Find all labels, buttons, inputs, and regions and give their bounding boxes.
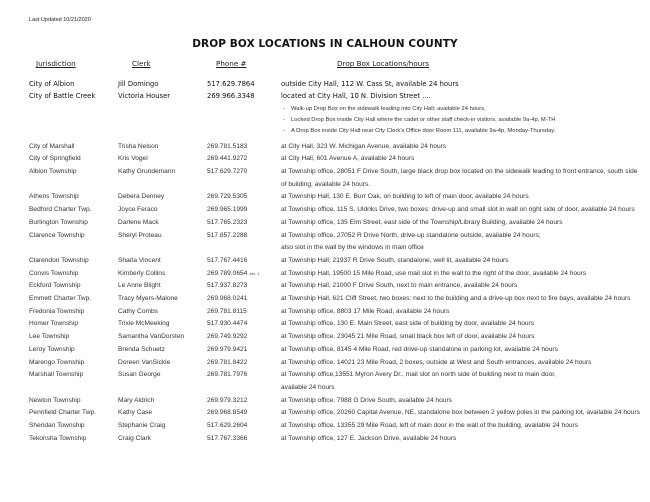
clerk-cell: Doreen VanSickle <box>118 358 171 366</box>
table-row <box>0 318 650 331</box>
location-cell: at Township office, 127 E. Jackson Drive, available 24 hours <box>281 434 457 442</box>
location-cell: at Township office, 135 Elm Street, east side of the Township/Library Building, available 24 hours <box>281 218 563 226</box>
jurisdiction-cell: Clarence Township <box>29 231 85 239</box>
phone-extension: , ext. 1 <box>247 270 260 276</box>
sublist-item: - Locked Drop Box inside City Hall where the cadet or other staff check-in visitors, available 9a-4p, M-TH <box>281 115 643 126</box>
table-row <box>0 230 650 255</box>
location-sublist <box>281 104 643 137</box>
location-cell: at Township office, 8803 17 Mile Road, available 24 hours <box>281 307 450 315</box>
location-block <box>281 90 643 140</box>
phone-cell: 269.965.1999 <box>207 206 248 214</box>
table-row <box>0 407 650 420</box>
location-cell: at Township office, 20260 Capital Avenue, NE, standalone box between 2 yellow poles in the parking lot, available 24 hours <box>281 409 640 417</box>
jurisdiction-cell: Marengo Township <box>29 358 85 366</box>
phone-cell: 269.979.3212 <box>207 396 248 404</box>
clerk-cell: Le Anne Blight <box>118 282 161 290</box>
location-cell: at Township office, 27052 R Drive North, drive-up standalone outside, available 24 hours; <box>281 231 541 239</box>
phone-cell: 269.729.5305 <box>207 193 248 201</box>
table-row <box>0 204 650 217</box>
jurisdiction-cell: Leroy Township <box>29 345 75 353</box>
dash-bullet-icon: - <box>283 116 285 123</box>
clerk-cell: Mary Aldrich <box>118 396 155 404</box>
phone-cell: 269.966.3348 <box>207 92 255 101</box>
drop-box-table <box>0 78 650 445</box>
jurisdiction-cell: Tekonsha Township <box>29 434 87 442</box>
phone-cell: 269.781.5183 <box>207 142 248 150</box>
jurisdiction-cell: City of Marshall <box>29 142 75 150</box>
jurisdiction-cell: Bedford Charter Twp. <box>29 206 92 214</box>
clerk-cell: Joyce Feraco <box>118 206 158 214</box>
location-cell: at City Hall, 601 Avenue A, available 24 hours <box>281 155 415 163</box>
table-row <box>0 344 650 357</box>
page-title: DROP BOX LOCATIONS IN CALHOUN COUNTY <box>192 38 458 50</box>
jurisdiction-cell: Albion Township <box>29 168 77 175</box>
table-row <box>0 395 650 408</box>
location-cell: at Township Hall, 19500 15 Mile Road, use mail slot in the wall to the right of the door, available 24 hours <box>281 269 587 277</box>
location-cell: at Township office, 14021 23 Mile Road, 2 boxes, outside at West and South entrances, available 24 hours <box>281 358 592 366</box>
clerk-cell: Darlene Mack <box>118 218 159 226</box>
table-row <box>0 420 650 433</box>
phone-cell: 269.968.0241 <box>207 295 248 303</box>
phone-cell: 517.767.3366 <box>207 434 248 442</box>
table-row <box>0 293 650 306</box>
header-locations: Drop Box Locations/hours <box>337 59 429 68</box>
phone-cell: 517.629.7270 <box>207 168 248 175</box>
clerk-cell: Kimberly Collins <box>118 269 166 277</box>
phone-cell: 517.857.2288 <box>207 231 248 239</box>
clerk-cell: Tracy Myers-Malone <box>118 295 178 303</box>
phone-cell: 517.930.4474 <box>207 320 248 328</box>
location-cell: at Township Hall, 21937 R Drive South, standalone, well lit, available 24 hours <box>281 256 509 264</box>
sublist-item: - Walk-up Drop Box on the sidewalk leading into City Hall; available 24 hours, <box>281 104 643 115</box>
table-row <box>0 357 650 370</box>
phone-cell: 517.629.7864 <box>207 80 255 88</box>
phone-cell: 517.765.2323 <box>207 218 248 226</box>
location-cell-line2: available 24 hours <box>281 383 335 391</box>
location-cell: at Township office, 13355 29 Mile Road, left of main door in the wall of the building, available 24 hours <box>281 422 579 430</box>
jurisdiction-cell: Newton Township <box>29 396 81 404</box>
phone-cell: 269.968.8549 <box>207 409 248 417</box>
clerk-cell: Craig Clark <box>118 434 151 442</box>
phone-cell: 269.979.9421 <box>207 345 248 353</box>
jurisdiction-cell: Homer Township <box>29 320 78 328</box>
jurisdiction-cell: Sheridan Township <box>29 422 85 430</box>
location-block <box>281 369 643 394</box>
jurisdiction-cell: Fredonia Township <box>29 307 85 315</box>
location-cell: at Township Hall, 130 E. Burr Oak, on building to left of main door, available 24 hours <box>281 193 529 201</box>
clerk-cell: Susan George <box>118 371 161 379</box>
location-cell: at City Hall, 323 W. Michigan Avenue, available 24 hours <box>281 142 447 150</box>
table-row <box>0 153 650 166</box>
table-row <box>0 268 650 281</box>
table-row <box>0 255 650 268</box>
location-cell: located at City Hall, 10 N. Division Street .... <box>281 92 431 101</box>
clerk-cell: Trisha Nelson <box>118 142 159 150</box>
phone-cell: 517.767.4416 <box>207 256 248 264</box>
phone-cell: 517.629.2604 <box>207 422 248 430</box>
clerk-cell: Kathy Grundemann <box>118 168 176 175</box>
last-updated: Last Updated 10/21/2020 <box>29 17 91 23</box>
jurisdiction-cell: Pennfield Charter Twp. <box>29 409 96 417</box>
phone-cell: 269.781.8422 <box>207 358 248 366</box>
location-cell: at Township office, 115 S. Uldriks Drive, two boxes: drive-up and small slot in wall on right side of door, available 24 hours <box>281 206 635 214</box>
dash-bullet-icon: - <box>283 127 285 134</box>
table-row <box>0 433 650 446</box>
header-phone: Phone # <box>216 59 247 68</box>
clerk-cell: Victoria Houser <box>118 92 171 101</box>
clerk-cell: Stephanie Craig <box>118 422 166 430</box>
phone-cell: 269.789.0654, ext. 1 <box>207 269 260 277</box>
jurisdiction-cell: Athens Township <box>29 193 79 201</box>
location-cell: at Township office, 28051 F Drive South, large black drop box located on the sidewalk leading to front entrance, south side of building; available 24 hours. <box>281 168 638 188</box>
sublist-item: - A Drop Box inside City Hall near City Clerk’s Office door Room 111, available 9a-4p, Monday-Thursday. <box>281 126 643 137</box>
table-row <box>0 90 650 140</box>
jurisdiction-cell: City of Battle Creek <box>29 92 96 101</box>
phone-cell: 269.781.7976 <box>207 371 248 379</box>
jurisdiction-cell: Convis Township <box>29 269 79 277</box>
clerk-cell: Sharla Vincent <box>118 256 161 264</box>
location-cell: at Township office, 130 E. Main Street, east side of building by door, available 24 hours <box>281 320 535 328</box>
clerk-cell: Brenda Schuetz <box>118 345 165 353</box>
jurisdiction-cell: City of Albion <box>29 80 75 88</box>
clerk-cell: Kathy Case <box>118 409 153 417</box>
jurisdiction-cell: City of Springfield <box>29 155 81 163</box>
location-cell: at Township office, 23045 21 Mile Road, small black box left of door, available 24 hours <box>281 333 535 341</box>
location-cell: outside City Hall, 112 W. Cass St, available 24 hours <box>281 80 459 88</box>
table-row <box>0 191 650 204</box>
table-row <box>0 331 650 344</box>
jurisdiction-cell: Emmett Charter Twp. <box>29 295 92 303</box>
clerk-cell: Debera Denney <box>118 193 165 201</box>
location-cell: at Township office,13551 Myron Avery Dr., mail slot on north side of building next to main door, <box>281 371 556 379</box>
location-cell-line2: also slot in the wall by the windows in main office <box>281 244 424 252</box>
location-cell: at Township office, 8145 4 Mile Road, red drive-up standalone in parking lot, available 24 hours <box>281 345 558 353</box>
table-row <box>0 166 650 191</box>
location-cell: at Township Hall, 21000 F Drive South, next to main entrance, available 24 hours <box>281 282 518 290</box>
table-row <box>0 369 650 394</box>
jurisdiction-cell: Lee Township <box>29 333 70 341</box>
dash-bullet-icon: - <box>283 105 285 112</box>
table-row <box>0 306 650 319</box>
location-cell: at Township Hall, 621 Cliff Street, two boxes: next to the building and a drive-up box next to fire bays, available 24 hours <box>281 295 631 303</box>
table-row <box>0 78 650 90</box>
location-block <box>281 230 643 255</box>
phone-cell: 517.937.8273 <box>207 282 248 290</box>
phone-cell: 269.749.9292 <box>207 333 248 341</box>
jurisdiction-cell: Clarendon Township <box>29 256 89 264</box>
jurisdiction-cell: Marshall Township <box>29 371 84 379</box>
jurisdiction-cell: Eckford Township <box>29 282 81 290</box>
clerk-cell: Sheryl Proteau <box>118 231 162 239</box>
clerk-cell: Trixie McMeeking <box>118 320 170 328</box>
table-row <box>0 280 650 293</box>
header-jurisdiction: Jurisdiction <box>36 59 76 68</box>
clerk-cell: Cathy Combs <box>118 307 158 315</box>
phone-cell: 269.441.9272 <box>207 155 248 163</box>
location-cell: at Township office, 7988 G Drive South, available 24 hours <box>281 396 452 404</box>
clerk-cell: Kris Vogel <box>118 155 148 163</box>
table-row <box>0 217 650 230</box>
jurisdiction-cell: Burlington Township <box>29 218 88 226</box>
clerk-cell: Jill Domingo <box>118 80 159 88</box>
clerk-cell: Samantha VanDorsten <box>118 333 185 341</box>
table-row <box>0 141 650 154</box>
header-clerk: Clerk <box>132 59 151 68</box>
phone-cell: 269.781.8115 <box>207 307 247 315</box>
